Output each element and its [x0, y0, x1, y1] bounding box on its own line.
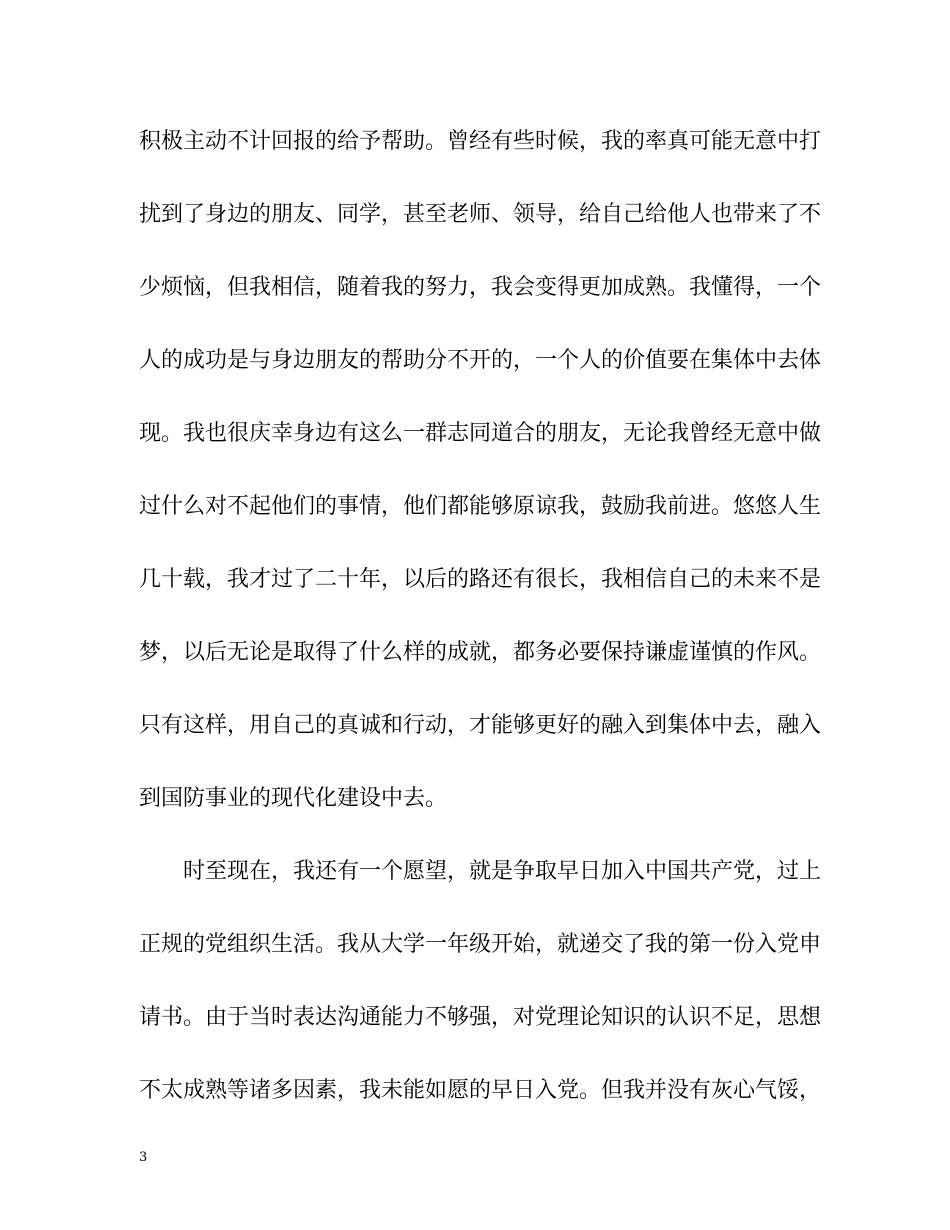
- text-line: 正规的党组织生活。我从大学一年级开始，就递交了我的第一份入党申: [139, 932, 822, 957]
- text-line: 扰到了身边的朋友、同学，甚至老师、领导，给自己给他人也带来了不: [139, 202, 822, 227]
- text-line-paragraph-end: 到国防事业的现代化建设中去。: [139, 786, 448, 811]
- text-line: 不太成熟等诸多因素，我未能如愿的早日入党。但我并没有灰心气馁，: [139, 1078, 822, 1103]
- text-line-paragraph-start: [183, 857, 822, 887]
- text-line: 现。我也很庆幸身边有这么一群志同道合的朋友，无论我曾经无意中做: [139, 421, 822, 446]
- text-line: 只有这样，用自己的真诚和行动，才能够更好的融入到集体中去，融入: [139, 713, 822, 738]
- text-line-content: 时至现在，我还有一个愿望，就是争取早日加入中国共产党，过上: [183, 859, 822, 884]
- text-line: 人的成功是与身边朋友的帮助分不开的，一个人的价值要在集体中去体: [139, 348, 822, 373]
- page-number: 3: [139, 1150, 148, 1165]
- text-line: 梦，以后无论是取得了什么样的成就，都务必要保持谦虚谨慎的作风。: [139, 640, 822, 665]
- text-line: 几十载，我才过了二十年，以后的路还有很长，我相信自己的未来不是: [139, 567, 822, 592]
- text-line: 请书。由于当时表达沟通能力不够强，对党理论知识的认识不足，思想: [139, 1005, 822, 1030]
- text-line: 积极主动不计回报的给予帮助。曾经有些时候，我的率真可能无意中打: [139, 129, 822, 154]
- text-line: 过什么对不起他们的事情，他们都能够原谅我，鼓励我前进。悠悠人生: [139, 494, 822, 519]
- text-line: 少烦恼，但我相信，随着我的努力，我会变得更加成熟。我懂得，一个: [139, 275, 822, 300]
